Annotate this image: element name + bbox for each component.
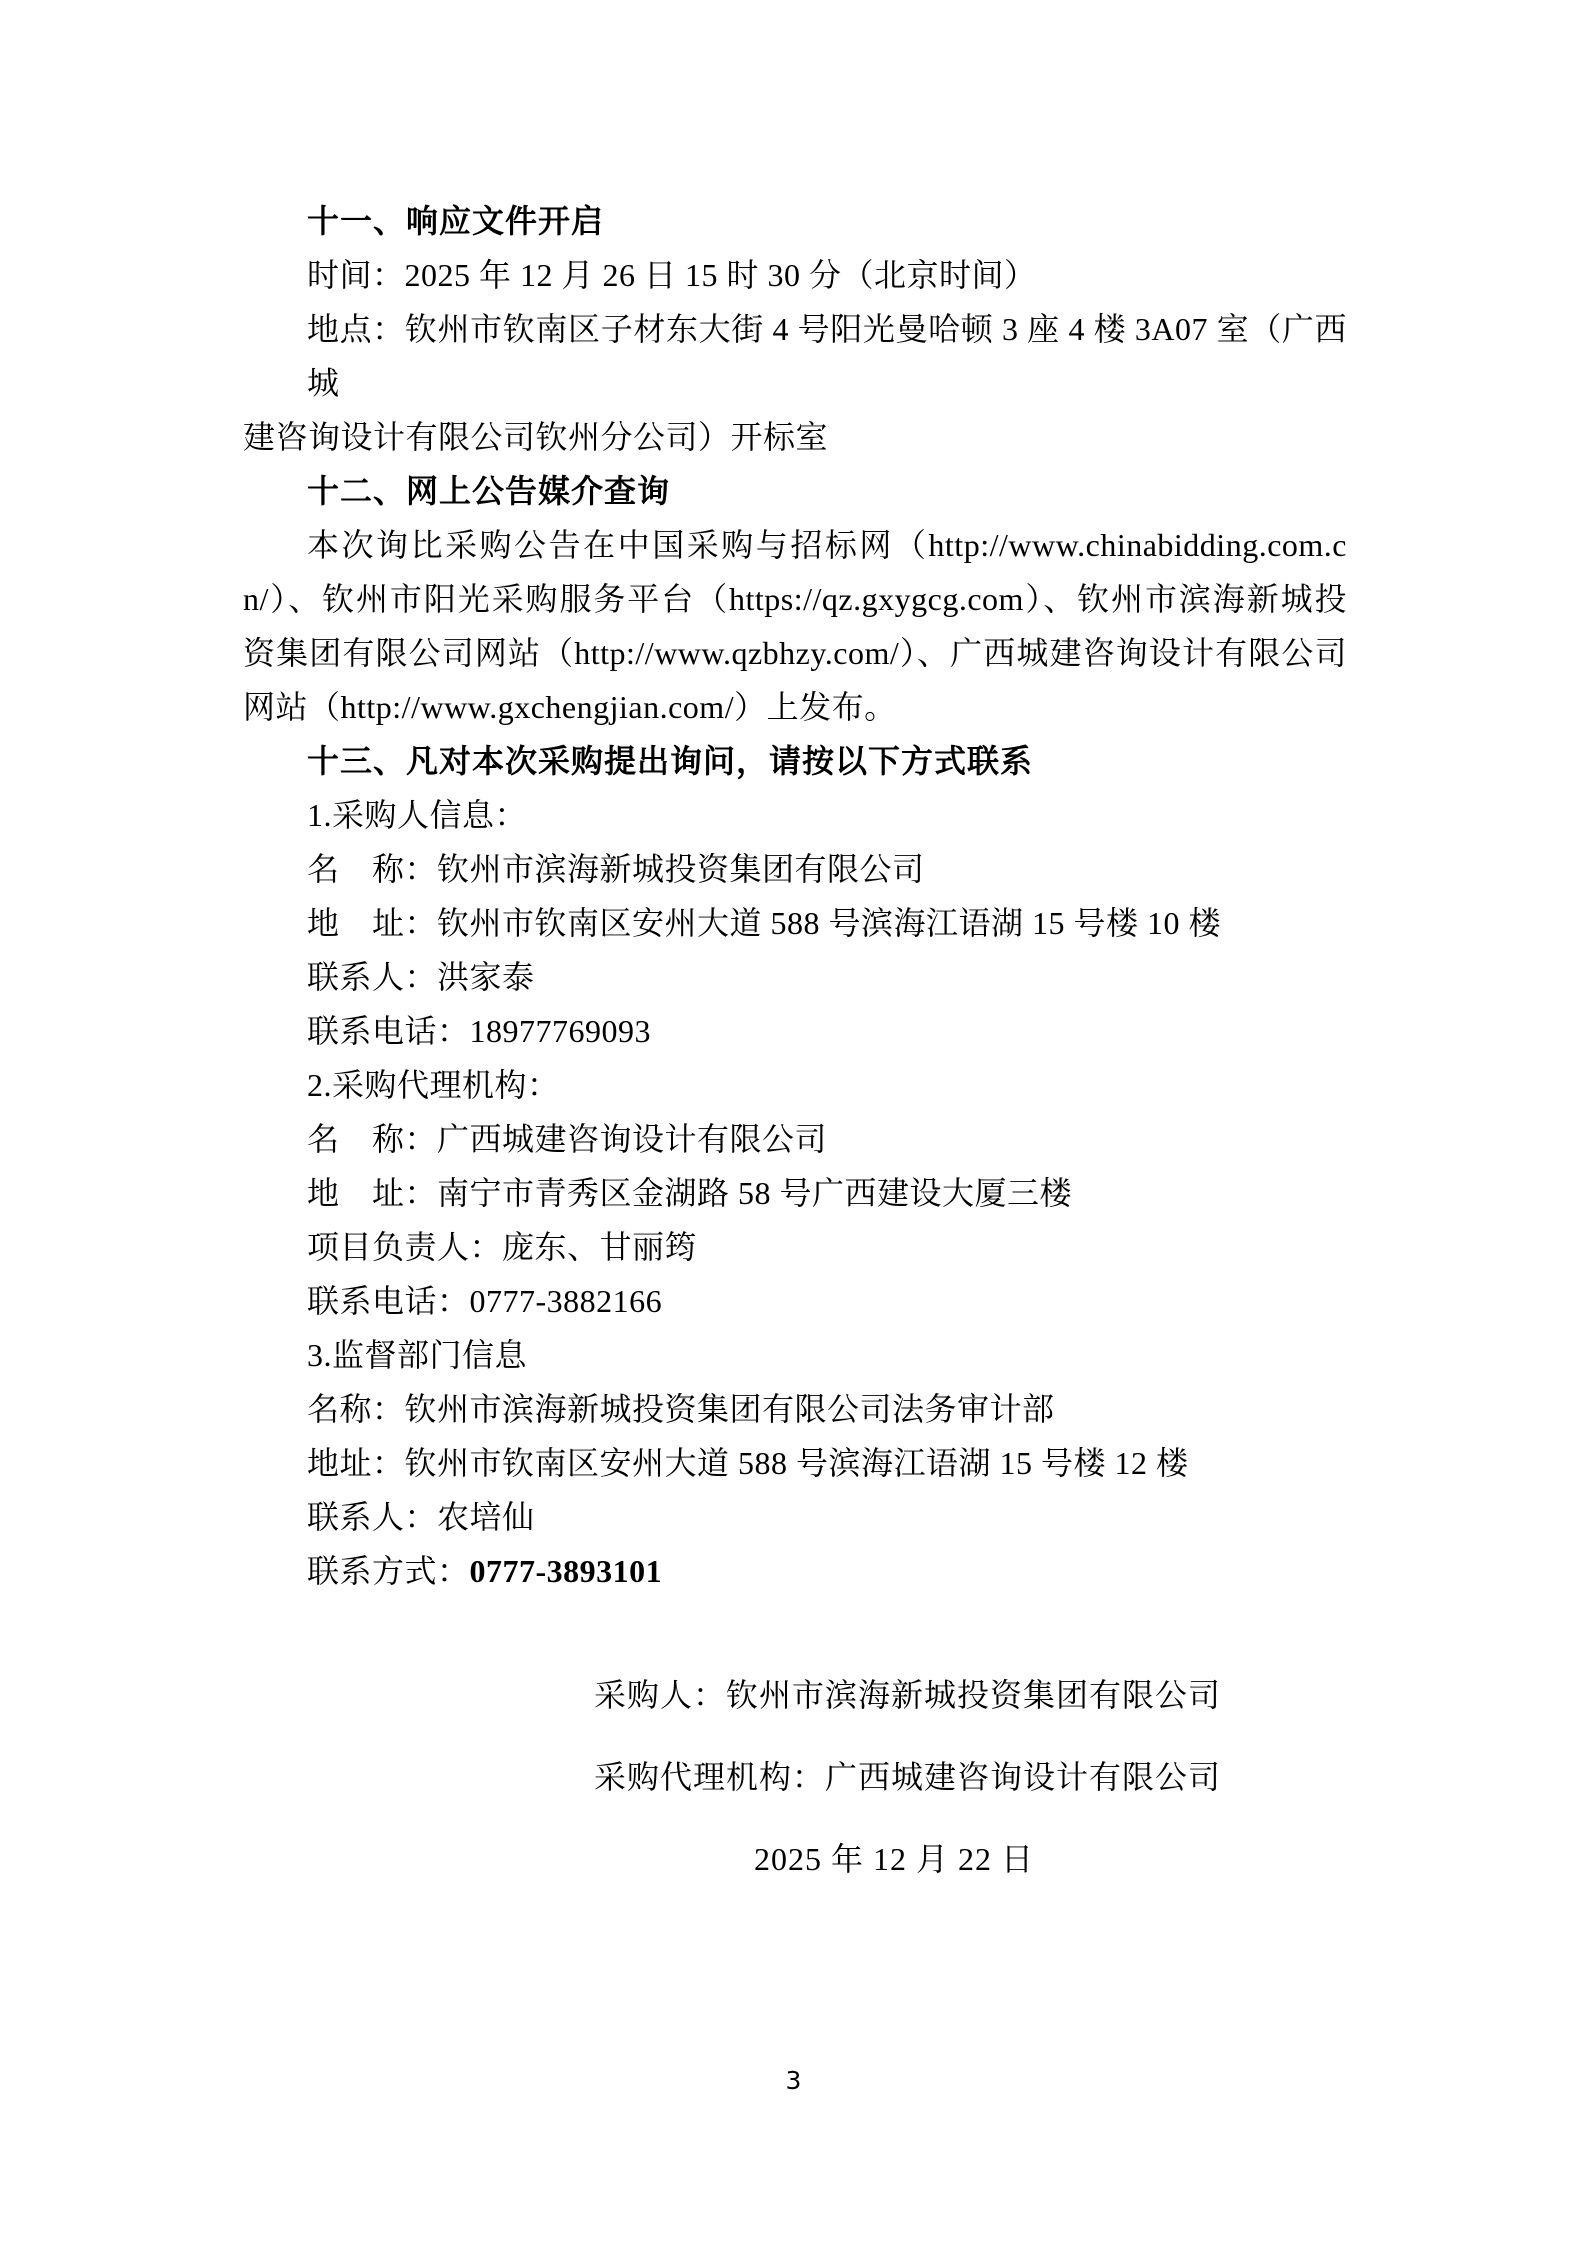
purchaser-phone: 联系电话：18977769093: [307, 1013, 652, 1049]
page-number: 3: [785, 2066, 802, 2095]
purchaser-address: 地 址：钦州市钦南区安州大道 588 号滨海江语湖 15 号楼 10 楼: [307, 905, 1222, 941]
purchaser-contact: 联系人：洪家泰: [307, 959, 535, 995]
section-12-heading: 十二、网上公告媒介查询: [307, 472, 671, 510]
supervision-contact: 联系人：农培仙: [307, 1499, 535, 1535]
section-11-time-line: 时间：2025 年 12 月 26 日 15 时 30 分（北京时间）: [307, 257, 1037, 293]
purchaser-info-title: 1.采购人信息：: [307, 797, 528, 833]
supervision-info-title: 3.监督部门信息: [307, 1337, 528, 1373]
agency-address: 地 址：南宁市青秀区金湖路 58 号广西建设大厦三楼: [307, 1175, 1073, 1211]
signature-purchaser: 采购人：钦州市滨海新城投资集团有限公司: [594, 1677, 1222, 1713]
agency-phone: 联系电话：0777-3882166: [307, 1283, 663, 1319]
section-12-line-3: 资集团有限公司网站（http://www.qzbhzy.com/）、广西城建咨询设计有限公司: [243, 635, 1347, 671]
section-12-line-2: n/）、钦州市阳光采购服务平台（https://qz.gxygcg.com）、钦州市滨海新城投: [243, 581, 1347, 617]
signature-date: 2025 年 12 月 22 日: [753, 1841, 1034, 1877]
purchaser-name: 名 称：钦州市滨海新城投资集团有限公司: [307, 851, 925, 887]
section-12-line-1: 本次询比采购公告在中国采购与招标网（http://www.chinabidding.com.c: [307, 527, 1347, 563]
section-11-place-line-2: 建咨询设计有限公司钦州分公司）开标室: [243, 419, 829, 455]
supervision-address: 地址：钦州市钦南区安州大道 588 号滨海江语湖 15 号楼 12 楼: [307, 1445, 1189, 1481]
supervision-phone-line: [243, 1544, 1347, 1598]
section-11-heading: 十一、响应文件开启: [307, 202, 605, 240]
signature-agency: 采购代理机构：广西城建咨询设计有限公司: [594, 1759, 1222, 1795]
document-body: [243, 0, 1347, 1900]
agency-project-manager: 项目负责人：庞东、甘丽筠: [307, 1229, 698, 1265]
section-13-heading: 十三、凡对本次采购提出询问，请按以下方式联系: [307, 742, 1034, 780]
agency-name: 名 称：广西城建咨询设计有限公司: [307, 1121, 828, 1157]
agency-info-title: 2.采购代理机构：: [307, 1067, 560, 1103]
supervision-phone-label: 联系方式：: [307, 1553, 470, 1589]
supervision-phone-number: 0777-3893101: [469, 1553, 663, 1589]
section-12-line-4: 网站（http://www.gxchengjian.com/）上发布。: [243, 689, 897, 725]
supervision-name: 名称：钦州市滨海新城投资集团有限公司法务审计部: [307, 1391, 1055, 1427]
signature-block: [594, 1654, 1222, 1900]
section-11-place-line-1: 地点：钦州市钦南区子材东大街 4 号阳光曼哈顿 3 座 4 楼 3A07 室（广西城: [307, 311, 1347, 401]
